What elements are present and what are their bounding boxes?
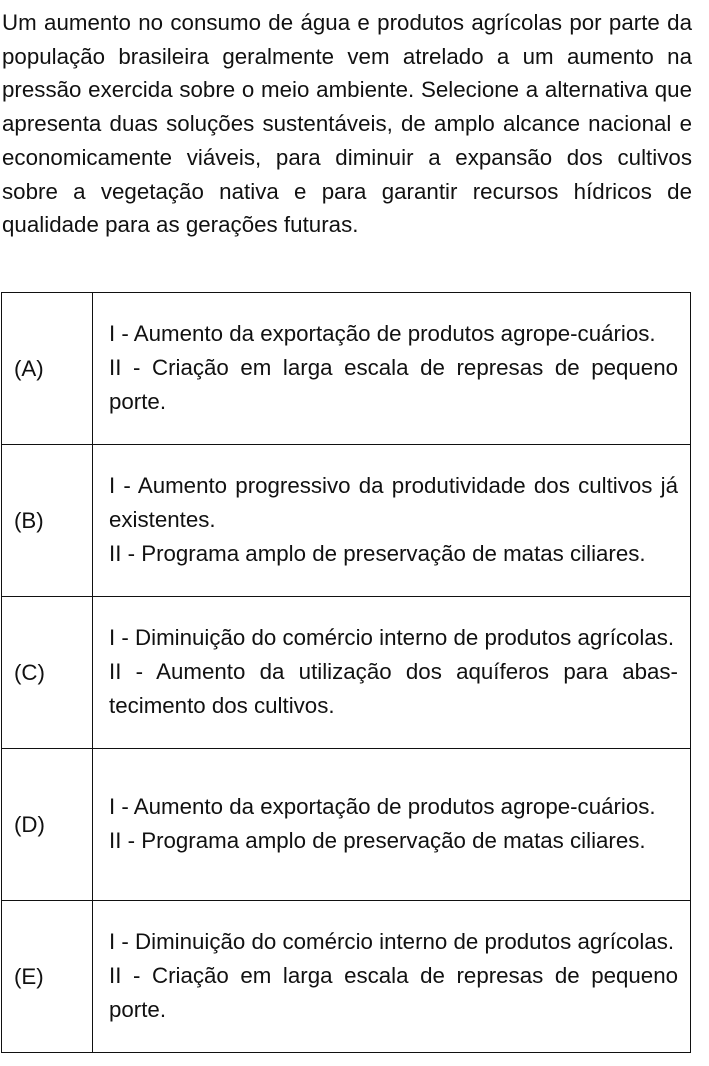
option-row-e[interactable] bbox=[2, 901, 691, 1053]
option-item-one: I - Diminuição do comércio interno de produtos agrícolas. bbox=[109, 928, 675, 954]
option-letter: (B) bbox=[2, 445, 93, 597]
option-text-cell bbox=[93, 445, 691, 597]
answer-options-table bbox=[1, 292, 691, 1053]
option-text-cell bbox=[93, 749, 691, 901]
option-item-one: I - Aumento da exportação de produtos agrope-cuários. bbox=[109, 320, 656, 346]
option-text-cell bbox=[93, 901, 691, 1053]
option-letter: (C) bbox=[2, 597, 93, 749]
option-item-two: II - Programa amplo de preservação de matas ciliares. bbox=[109, 827, 646, 853]
option-letter: (E) bbox=[2, 901, 93, 1053]
option-item-one: I - Aumento progressivo da produtividade dos cultivos já existentes. bbox=[109, 472, 678, 532]
option-row-d[interactable] bbox=[2, 749, 691, 901]
option-letter: (D) bbox=[2, 749, 93, 901]
option-text-cell bbox=[93, 293, 691, 445]
option-row-b[interactable] bbox=[2, 445, 691, 597]
option-row-a[interactable] bbox=[2, 293, 691, 445]
option-item-two: II - Criação em larga escala de represas de pequeno porte. bbox=[109, 962, 678, 1022]
option-item-two: II - Programa amplo de preservação de matas ciliares. bbox=[109, 540, 646, 566]
option-item-two: II - Aumento da utilização dos aquíferos para abas-tecimento dos cultivos. bbox=[109, 658, 678, 718]
option-item-one: I - Diminuição do comércio interno de produtos agrícolas. bbox=[109, 624, 675, 650]
option-item-one: I - Aumento da exportação de produtos agrope-cuários. bbox=[109, 793, 656, 819]
option-row-c[interactable] bbox=[2, 597, 691, 749]
question-text: Um aumento no consumo de água e produtos agrícolas por parte da população brasileira geralmente vem atrelado a um aumento na pressão exercida sobre o meio ambiente. Selecione a alternativa que apresenta duas soluções sustentáveis, de amplo alcance nacional e economicamente viáveis, para diminuir a expansão dos cultivos sobre a vegetação nativa e para garantir recursos hídricos de qualidade para as gerações futuras. bbox=[2, 10, 692, 238]
option-item-two: II - Criação em larga escala de represas de pequeno porte. bbox=[109, 354, 678, 414]
option-text-cell bbox=[93, 597, 691, 749]
option-letter: (A) bbox=[2, 293, 93, 445]
